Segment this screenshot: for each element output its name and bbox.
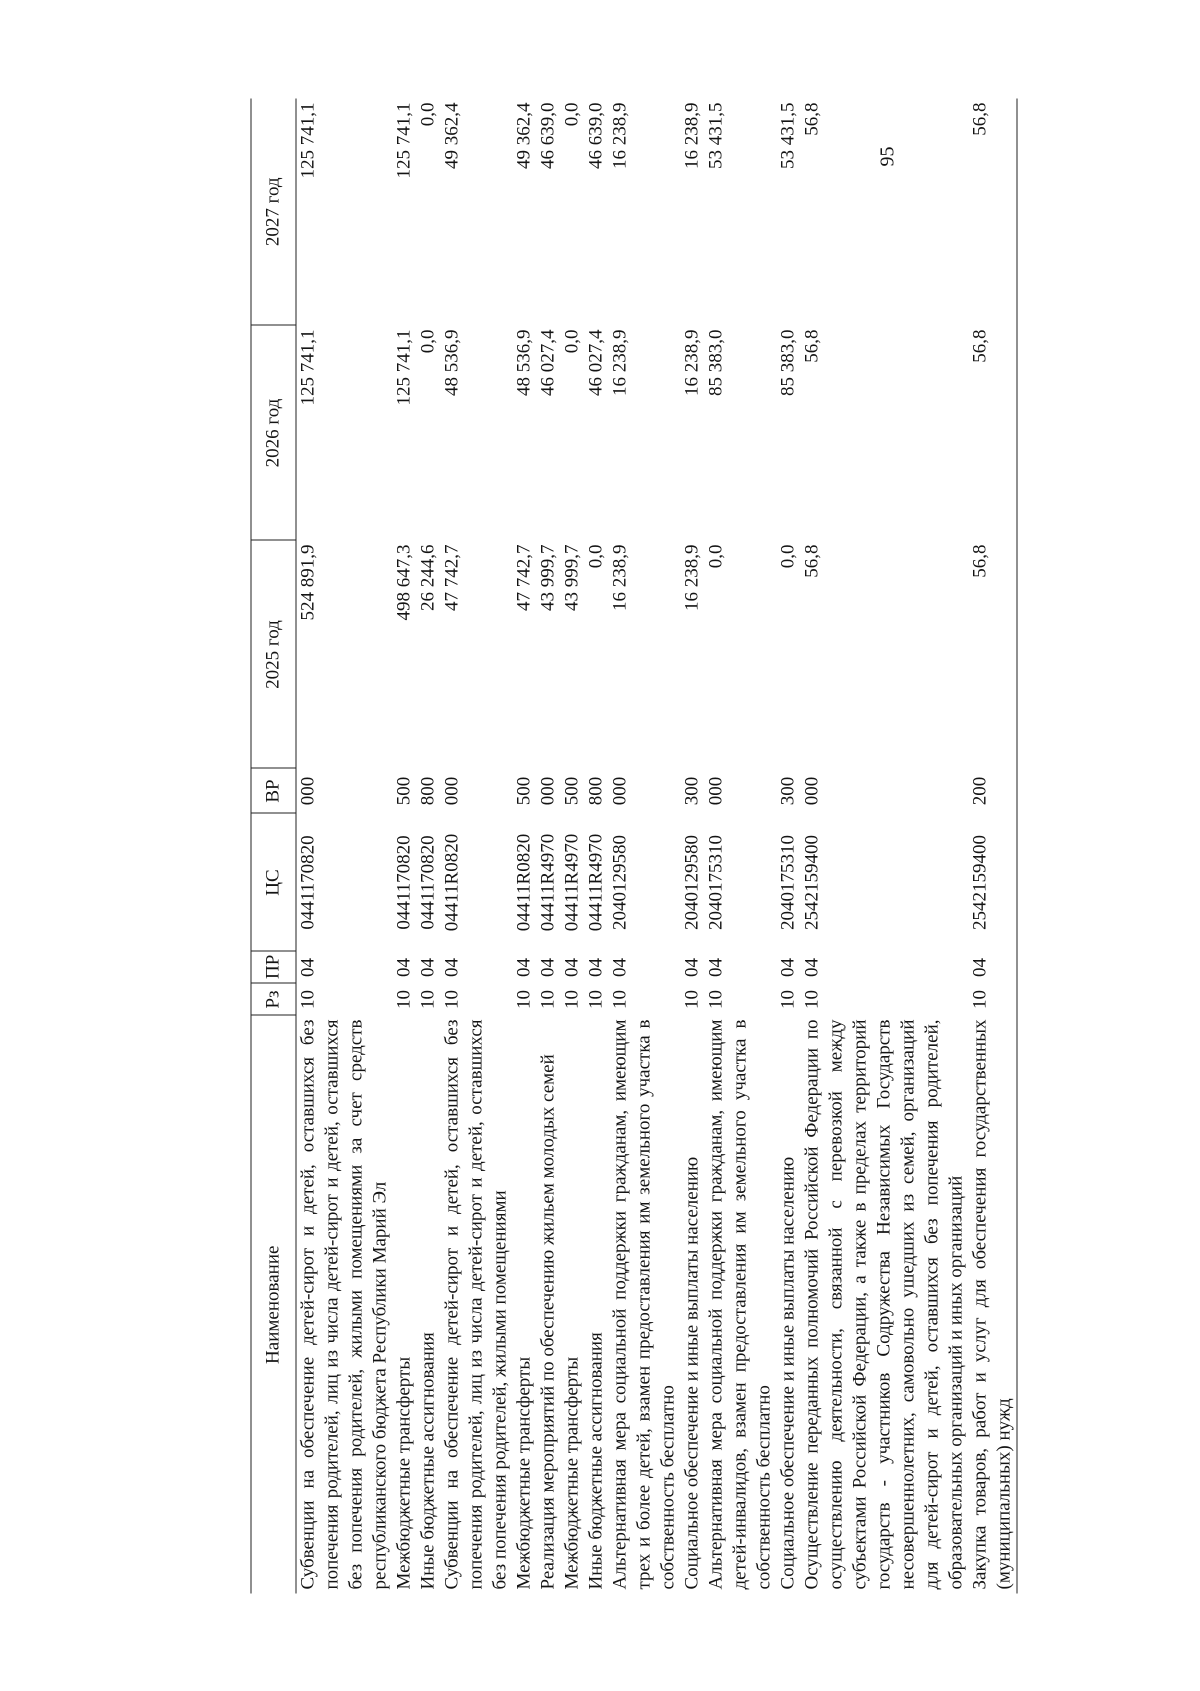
row-2027: 16 238,9 [681,102,703,169]
row-pr: 04 [801,958,823,977]
row-name: Межбюджетные трансферты [513,1356,535,1590]
table-row [537,99,561,1594]
row-cs: 04411R4970 [537,833,559,932]
row-cs: 0441170820 [417,835,439,930]
header-rz: Рз [251,984,296,1016]
row-cs: 2040175310 [777,835,799,930]
row-rz: 10 [561,990,583,1009]
row-2026: 16 238,9 [609,329,631,396]
row-vr: 800 [585,776,607,806]
row-2027: 0,0 [561,102,583,127]
row-2025: 0,0 [705,544,727,569]
table-row [681,99,705,1594]
row-2027: 56,8 [969,99,1018,326]
row-2025: 524 891,9 [297,544,319,621]
row-vr: 500 [513,776,535,806]
row-name: Реализация мероприятий по обеспечению жильем молодых семей [537,1054,559,1590]
row-2026: 85 383,0 [777,329,799,396]
table-row [585,99,609,1594]
row-vr: 000 [609,776,631,806]
row-rz: 10 [537,990,559,1009]
row-cs: 04411R0820 [441,833,463,932]
row-vr: 000 [441,776,463,806]
row-2026: 125 741,1 [393,329,415,406]
row-2025: 0,0 [777,544,799,569]
table-row [296,99,393,1594]
row-rz: 10 [297,990,319,1009]
row-2025: 0,0 [585,544,607,569]
row-vr: 000 [705,776,727,806]
row-rz: 10 [393,990,415,1009]
row-cs: 2040129580 [681,835,703,930]
row-2027: 49 362,4 [441,102,463,169]
row-2026: 56,8 [969,326,1018,541]
row-rz: 10 [585,990,607,1009]
row-pr: 04 [681,958,703,977]
table-row [561,99,585,1594]
row-pr: 04 [537,958,559,977]
row-2025: 47 742,7 [513,544,535,611]
row-cs: 0441170820 [393,835,415,930]
row-2026: 16 238,9 [681,329,703,396]
budget-table [251,99,1018,1594]
row-2027: 53 431,5 [705,102,727,169]
header-pr: ПР [251,952,296,984]
row-2026: 48 536,9 [513,329,535,396]
table-header [251,99,296,1594]
row-vr: 300 [777,776,799,806]
row-name: Закупка товаров, работ и услуг для обеспечения государственных (муниципальных) нужд [969,1016,1018,1594]
table-row [513,99,537,1594]
row-rz: 10 [969,984,1018,1016]
row-cs: 2040129580 [609,835,631,930]
row-2025: 56,8 [801,544,823,578]
row-cs: 04411R0820 [513,833,535,932]
row-pr: 04 [585,958,607,977]
row-2026: 85 383,0 [705,329,727,396]
header-vr: ВР [251,769,296,814]
row-cs: 04411R4970 [585,833,607,932]
row-rz: 10 [801,990,823,1009]
rotated-page-content [251,99,1015,1594]
row-2027: 56,8 [801,102,823,136]
table-body [296,99,1017,1594]
row-2025: 16 238,9 [681,544,703,611]
row-pr: 04 [561,958,583,977]
row-name: Субвенции на обеспечение детей-сирот и детей, оставшихся без попечения родителей, лиц из числа детей-сирот и детей, оставшихся без попечения родителей, жилыми помещениями [441,1019,511,1590]
row-pr: 04 [297,958,319,977]
row-2025: 56,8 [969,541,1018,769]
row-name: Альтернативная мера социальной поддержки гражданам, имеющим детей-инвалидов, взамен предоставления им земельного участка в собственность бесплатно [705,1019,775,1590]
table-row [609,99,681,1594]
header-name: Наименование [251,1016,296,1594]
row-pr: 04 [441,958,463,977]
row-2027: 0,0 [417,102,439,127]
table-row [705,99,777,1594]
row-2027: 46 639,0 [585,102,607,169]
row-2025: 26 244,6 [417,544,439,611]
row-pr: 04 [513,958,535,977]
header-cs: ЦС [251,814,296,952]
row-vr: 000 [297,776,319,806]
row-name: Социальное обеспечение и иные выплаты населению [777,1156,799,1590]
row-vr: 300 [681,776,703,806]
row-2025: 47 742,7 [441,544,463,611]
row-rz: 10 [705,990,727,1009]
row-name: Межбюджетные трансферты [561,1356,583,1590]
row-2025: 16 238,9 [609,544,631,611]
row-cs: 2040175310 [705,835,727,930]
row-rz: 10 [777,990,799,1009]
row-2026: 56,8 [801,329,823,363]
row-pr: 04 [417,958,439,977]
row-2027: 125 741,1 [297,102,319,179]
row-name: Осуществление переданных полномочий Российской Федерации по осуществлению деятельности, связанной с перевозкой между субъектами Российской Федерации, а также в пределах территорий государств - участников Содружества Независимых Государств несовершеннолетних, самовольно ушедших из семей, организаций для детей-сирот и детей, оставшихся без попечения родителей, образовательных организаций и иных организаций [801,1019,967,1590]
row-rz: 10 [441,990,463,1009]
row-pr: 04 [969,952,1018,984]
row-2025: 43 999,7 [561,544,583,611]
row-cs: 0441170820 [297,835,319,930]
row-pr: 04 [705,958,727,977]
row-cs: 04411R4970 [561,833,583,932]
row-2025: 43 999,7 [537,544,559,611]
table-row [801,99,969,1594]
row-vr: 200 [969,769,1018,814]
row-2026: 125 741,1 [297,329,319,406]
row-2027: 53 431,5 [777,102,799,169]
row-pr: 04 [777,958,799,977]
row-rz: 10 [513,990,535,1009]
row-2027: 46 639,0 [537,102,559,169]
header-2026: 2026 год [251,326,296,541]
table-row [441,99,513,1594]
header-2025: 2025 год [251,541,296,769]
row-pr: 04 [609,958,631,977]
row-vr: 000 [537,776,559,806]
table-row [417,99,441,1594]
row-rz: 10 [417,990,439,1009]
row-name: Иные бюджетные ассигнования [585,1332,607,1590]
row-vr: 500 [393,776,415,806]
table-row [777,99,801,1594]
page-number: 95 [876,146,899,167]
row-2027: 125 741,1 [393,102,415,179]
header-2027: 2027 год [251,99,296,326]
row-2027: 49 362,4 [513,102,535,169]
row-2026: 48 536,9 [441,329,463,396]
row-vr: 500 [561,776,583,806]
row-pr: 04 [393,958,415,977]
table-row [969,99,1018,1594]
row-name: Социальное обеспечение и иные выплаты населению [681,1156,703,1590]
row-2026: 46 027,4 [585,329,607,396]
row-2027: 16 238,9 [609,102,631,169]
row-2025: 498 647,3 [393,544,415,621]
row-cs: 2542159400 [969,814,1018,952]
row-name: Альтернативная мера социальной поддержки гражданам, имеющим трех и более детей, взамен предоставления им земельного участка в собственность бесплатно [609,1019,679,1590]
row-name: Иные бюджетные ассигнования [417,1332,439,1590]
row-2026: 0,0 [561,329,583,354]
row-vr: 000 [801,776,823,806]
row-rz: 10 [609,990,631,1009]
table-row [393,99,417,1594]
row-rz: 10 [681,990,703,1009]
row-name: Межбюджетные трансферты [393,1356,415,1590]
row-2026: 46 027,4 [537,329,559,396]
row-cs: 2542159400 [801,835,823,930]
row-2026: 0,0 [417,329,439,354]
row-vr: 800 [417,776,439,806]
row-name: Субвенции на обеспечение детей-сирот и детей, оставшихся без попечения родителей, лиц из числа детей-сирот и детей, оставшихся без попечения родителей, жилыми помещениями за счет средств республиканского бюджета Республики Марий Эл [297,1019,391,1590]
